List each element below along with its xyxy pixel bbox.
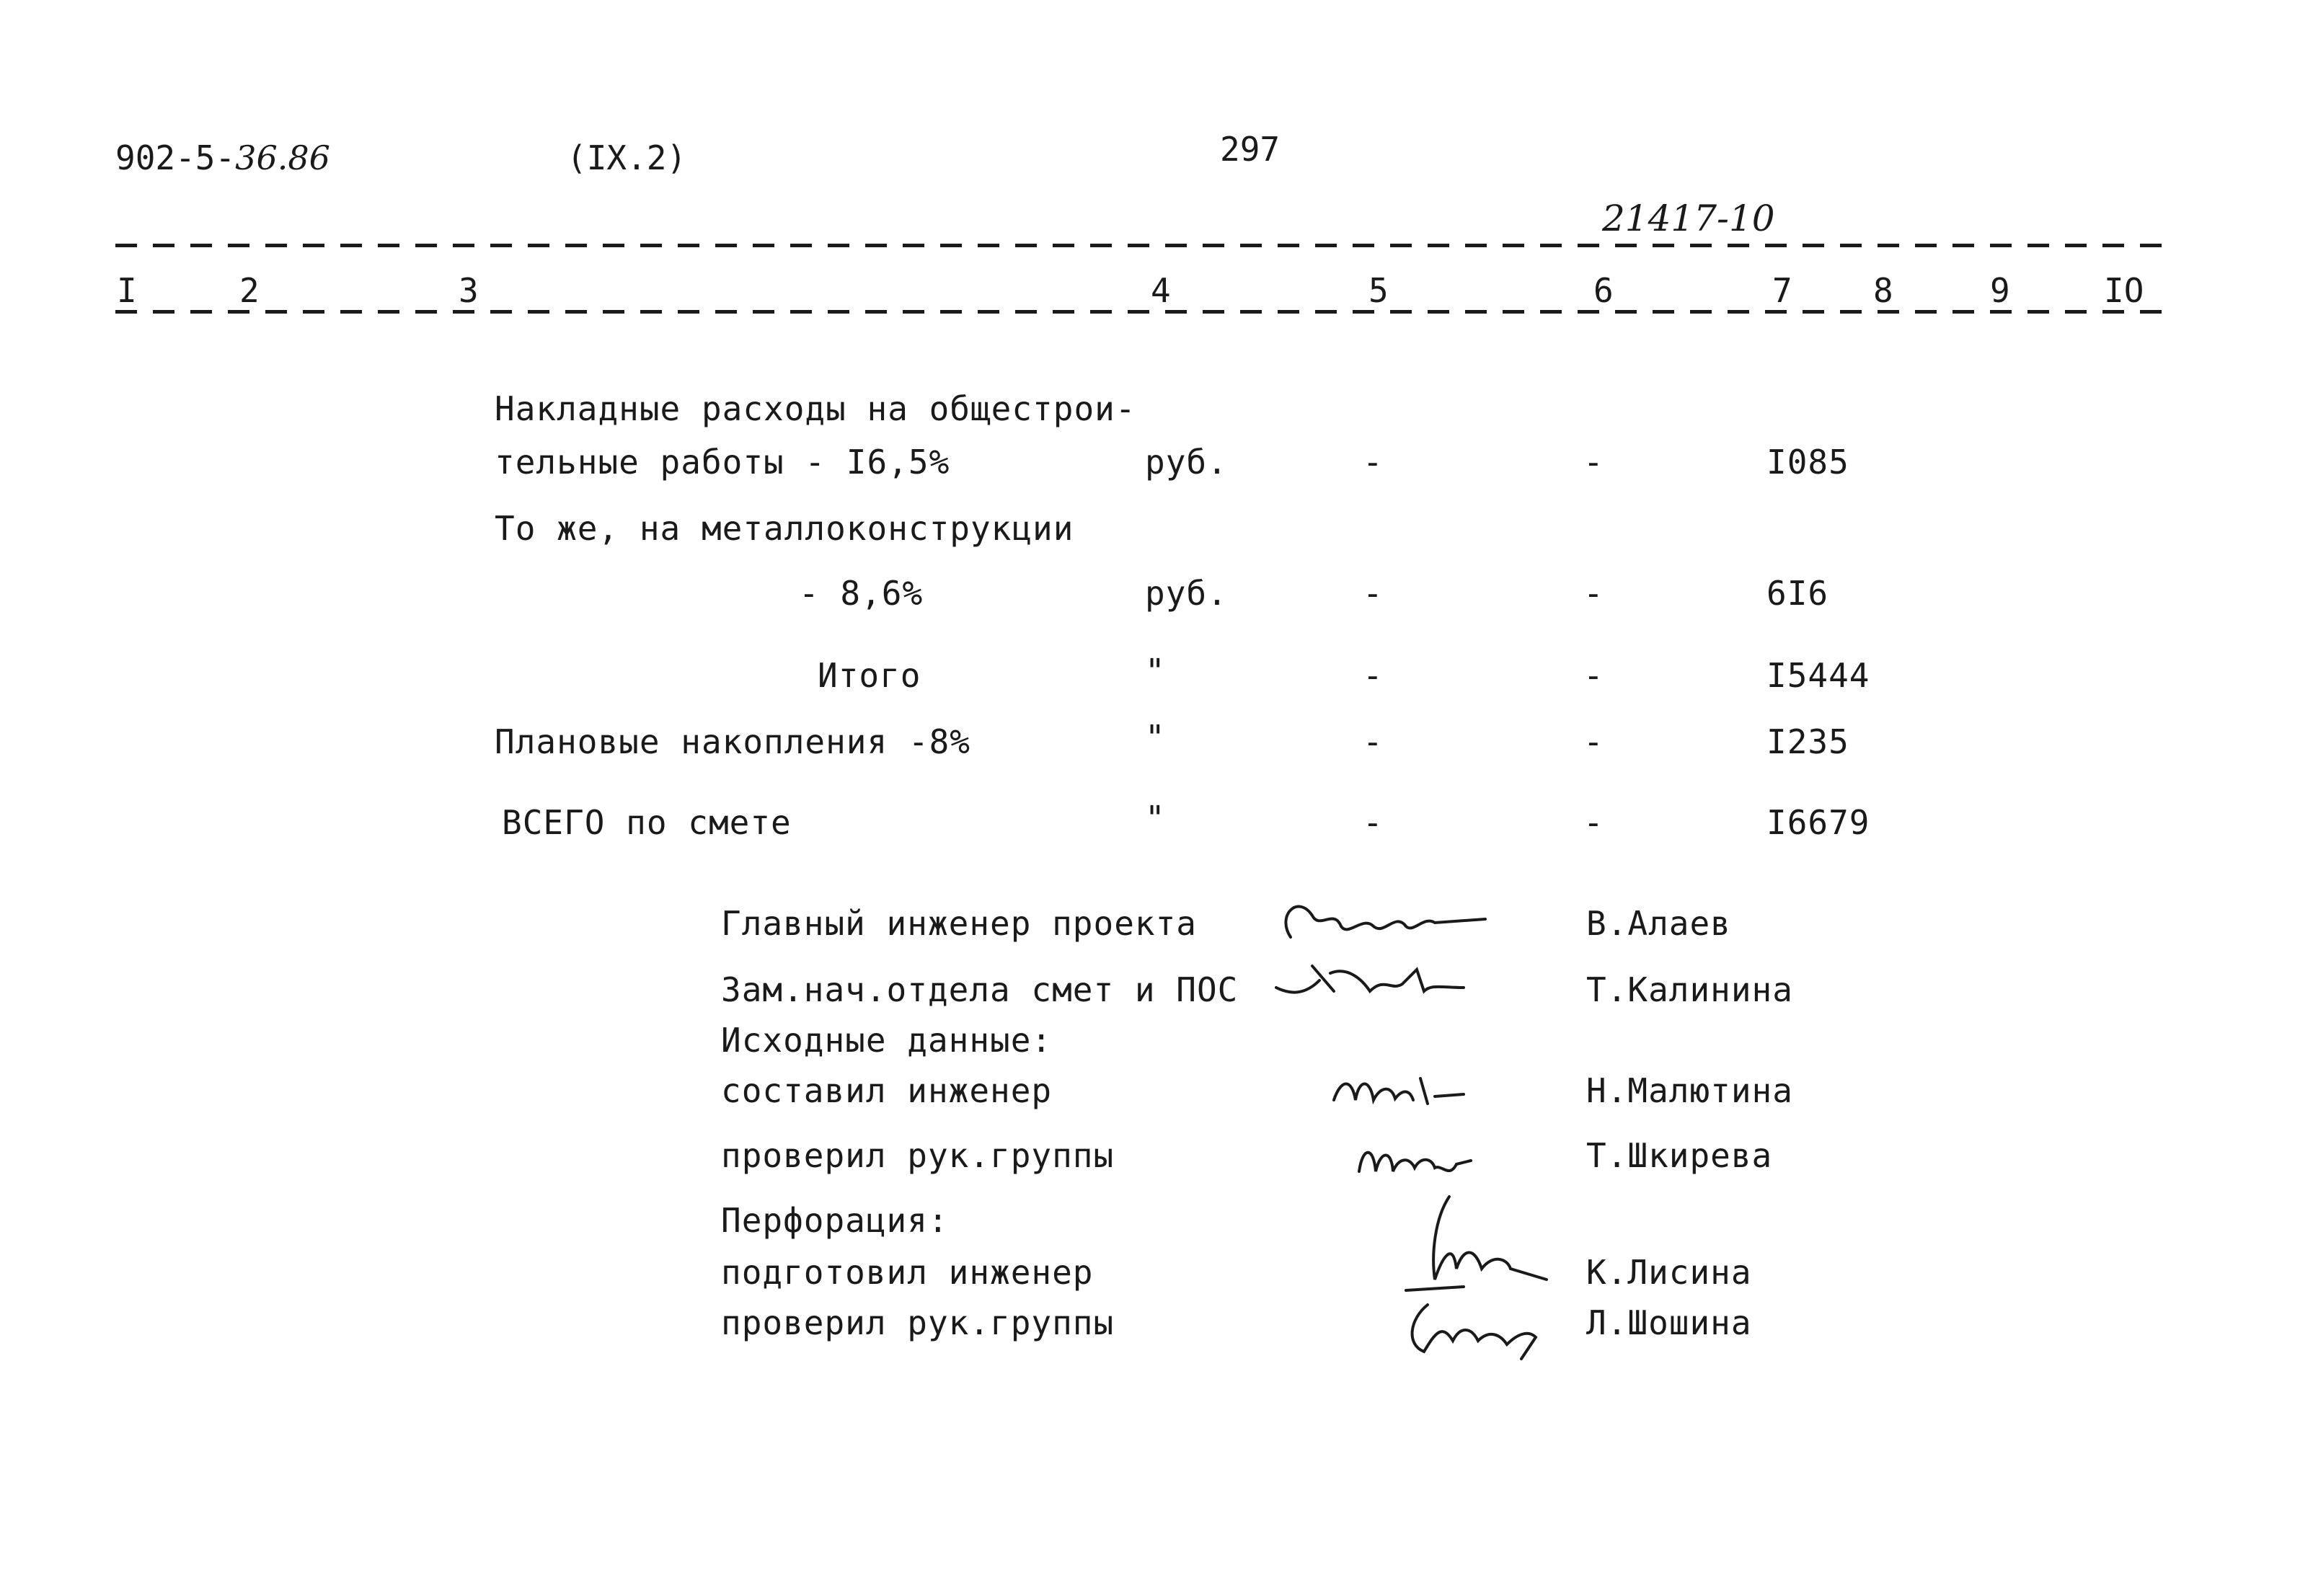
column-number: 4 [1151,271,1171,310]
row-label-line: - 8,6% [799,574,924,613]
signature-role: подготовил инженер [721,1253,1094,1292]
row-col6: - [1583,656,1604,695]
column-number: 7 [1772,271,1792,310]
column-number: 8 [1873,271,1893,310]
row-label-line: То же, на металлоконструкции [495,509,1074,548]
row-label: Плановые накопления -8% [495,722,970,761]
column-number: 5 [1368,271,1389,310]
signature-role: Зам.нач.отдела смет и ПОС [721,970,1239,1009]
row-col5: - [1363,443,1384,482]
column-number: 3 [459,271,479,310]
row-unit: " [1145,718,1166,757]
column-number: 2 [239,271,260,310]
row-col5: - [1363,574,1384,613]
page-number: 297 [1220,130,1281,169]
signature-role: проверил рук.группы [721,1136,1115,1175]
row-label-line: тельные работы - I6,5% [495,443,950,482]
handwritten-signature [1269,887,1529,959]
signature-name: К.Лисина [1586,1253,1752,1292]
signature-section-heading: Исходные данные: [721,1021,1053,1060]
signature-role: составил инженер [721,1071,1053,1110]
handwritten-signature [1269,952,1500,1016]
doc-code-printed: 902-5- [115,138,236,177]
row-col5: - [1363,722,1384,761]
row-unit: " [1145,652,1166,691]
row-col6: - [1583,803,1604,842]
handwritten-signature [1319,1057,1485,1122]
doc-code [115,138,330,177]
row-col5: - [1363,803,1384,842]
row-col6: - [1583,574,1604,613]
row-unit: руб. [1145,574,1228,613]
row-value: 6I6 [1766,574,1829,613]
row-value: I235 [1766,722,1849,761]
row-value: I6679 [1766,803,1870,842]
section-code: (IX.2) [567,138,687,177]
bottom-dashed-rule [115,310,2170,314]
signature-role: проверил рук.группы [721,1303,1115,1342]
column-number: 6 [1593,271,1614,310]
row-label: ВСЕГО по смете [502,803,792,842]
doc-code-handwritten: 36.86 [235,138,330,177]
signature-name: Л.Шошина [1586,1303,1752,1342]
row-unit: " [1145,799,1166,838]
stamp-number: 21417-10 [1602,198,1775,239]
row-col6: - [1583,443,1604,482]
row-label-line: Накладные расходы на общестрои- [495,389,1136,428]
signature-name: В.Алаев [1586,904,1731,943]
column-number: IO [2104,271,2144,310]
column-number: I [117,271,137,310]
signature-role: Главный инженер проекта [721,904,1197,943]
row-label: Итого [818,656,921,695]
row-unit: руб. [1145,443,1228,482]
handwritten-signature [1384,1189,1572,1362]
row-col5: - [1363,656,1384,695]
signature-name: Н.Малютина [1586,1071,1793,1110]
signature-name: Т.Калинина [1586,970,1793,1009]
signature-section-heading: Перфорация: [721,1201,949,1240]
row-value: I085 [1766,443,1849,482]
column-number: 9 [1990,271,2010,310]
signature-name: Т.Шкирева [1586,1136,1773,1175]
handwritten-signature [1348,1125,1514,1189]
row-col6: - [1583,722,1604,761]
top-dashed-rule [115,244,2170,247]
row-value: I5444 [1766,656,1870,695]
